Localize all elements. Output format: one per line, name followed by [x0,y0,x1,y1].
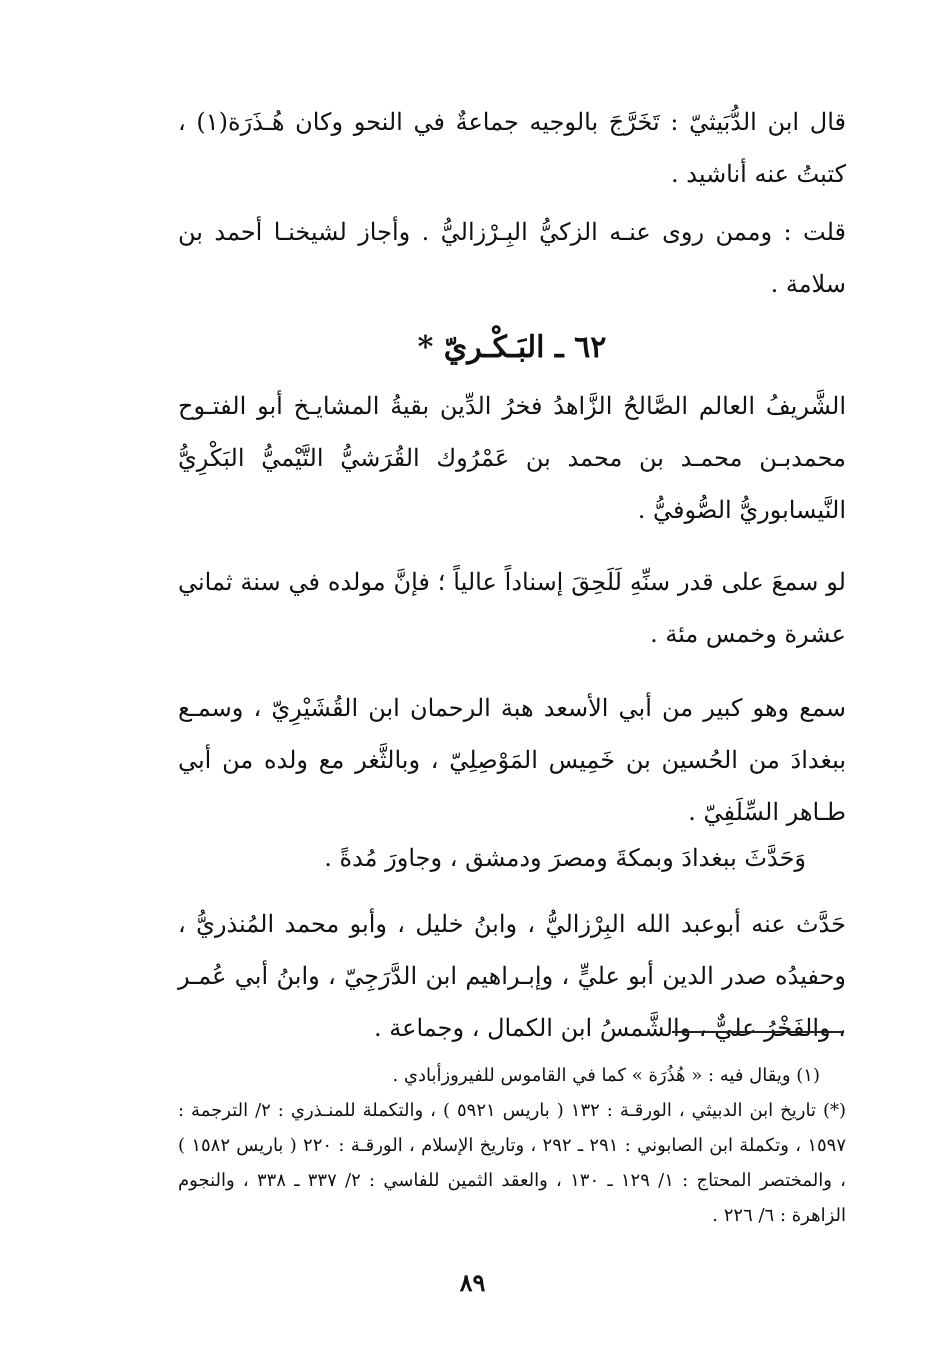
page-number: ٨٩ [459,1268,486,1297]
body-paragraph: لو سمعَ على قدر سنِّهِ لَلَحِقَ إسناداً عالياً ؛ فإنَّ مولده في سنة ثماني عشرة وخمس مئة . [178,568,846,648]
intro-paragraph: قال ابن الدُّبَيثيّ : تَخَرَّجَ بالوجيه جماعةٌ في النحو وكان هُـذَرَة(١) ، كتبتُ عنه أناشيد . [178,108,846,188]
footnote: (١) ويقال فيه : « هُذُرَة » كما في القاموس للفيروزأبادي . [392,1065,820,1086]
body-paragraph: حَدَّث عنه أبوعبد الله البِرْزاليُّ ، وابنُ خليل ، وأبو محمد المُنذريُّ ، وحفيدُه صدر الدين أبو عليٍّ ، وإبـراهيم ابن الدَّرَجِيّ ، وابنُ أبي عُمـر ، والفَخْرُ عليٌّ ، والشَّمسُ ابن الكمال ، وجماعة . [178,910,846,1042]
footnote-separator [672,1031,844,1033]
entry-heading: ٦٢ ـ البَـكْـريّ * [417,330,607,365]
footnote: (*) تاريخ ابن الدبيثي ، الورقـة : ١٣٢ ( باريس ٥٩٢١ ) ، والتكملة للمنـذري : ٢/ الترجمة : ١٥٩٧ ، وتكملة ابن الصابوني : ٢٩١ ـ ٢٩٢ ، وتاريخ الإسلام ، الورقـة : ٢٢٠ ( باريس ١٥٨٢ ) ، والمختصر المحتاج : ١/ ١٢٩ ـ ١٣٠ ، والعقد الثمين للفاسي : ٢/ ٣٣٧ ـ ٣٣٨ ، والنجوم الزاهرة : ٦/ ٢٢٦ . [178,1100,847,1226]
footnotes [178,1058,846,1233]
intro-paragraph: قلت : وممن روى عنـه الزكيُّ البِـرْزاليُّ . وأجاز لشيخنـا أحمد بن سلامة . [178,218,846,298]
entry-body [178,380,846,1054]
body-paragraph: الشَّريفُ العالم الصَّالحُ الزَّاهدُ فخرُ الدِّين بقيةُ المشايـخ أبو الفتـوح محمدبـن محمـد بن محمد بن عَمْرُوك القُرَشيُّ التَّيْميُّ البَكْرِيُّ النَّيسابوريُّ الصُّوفيُّ . [178,392,846,524]
body-paragraph: سمع وهو كبير من أبي الأسعد هبة الرحمان ابن القُشَيْرِيّ ، وسمـع ببغدادَ من الحُسين بن خَمِيس المَوْصِلِيّ ، وبالثَّغر مع ولده من أبي طـاهر السِّلَفِيّ . [178,694,846,826]
body-paragraph: وَحَدَّثَ ببغدادَ وبمكةَ ومصرَ ودمشق ، وجاورَ مُدةً . [324,844,806,872]
intro-section [178,96,846,310]
